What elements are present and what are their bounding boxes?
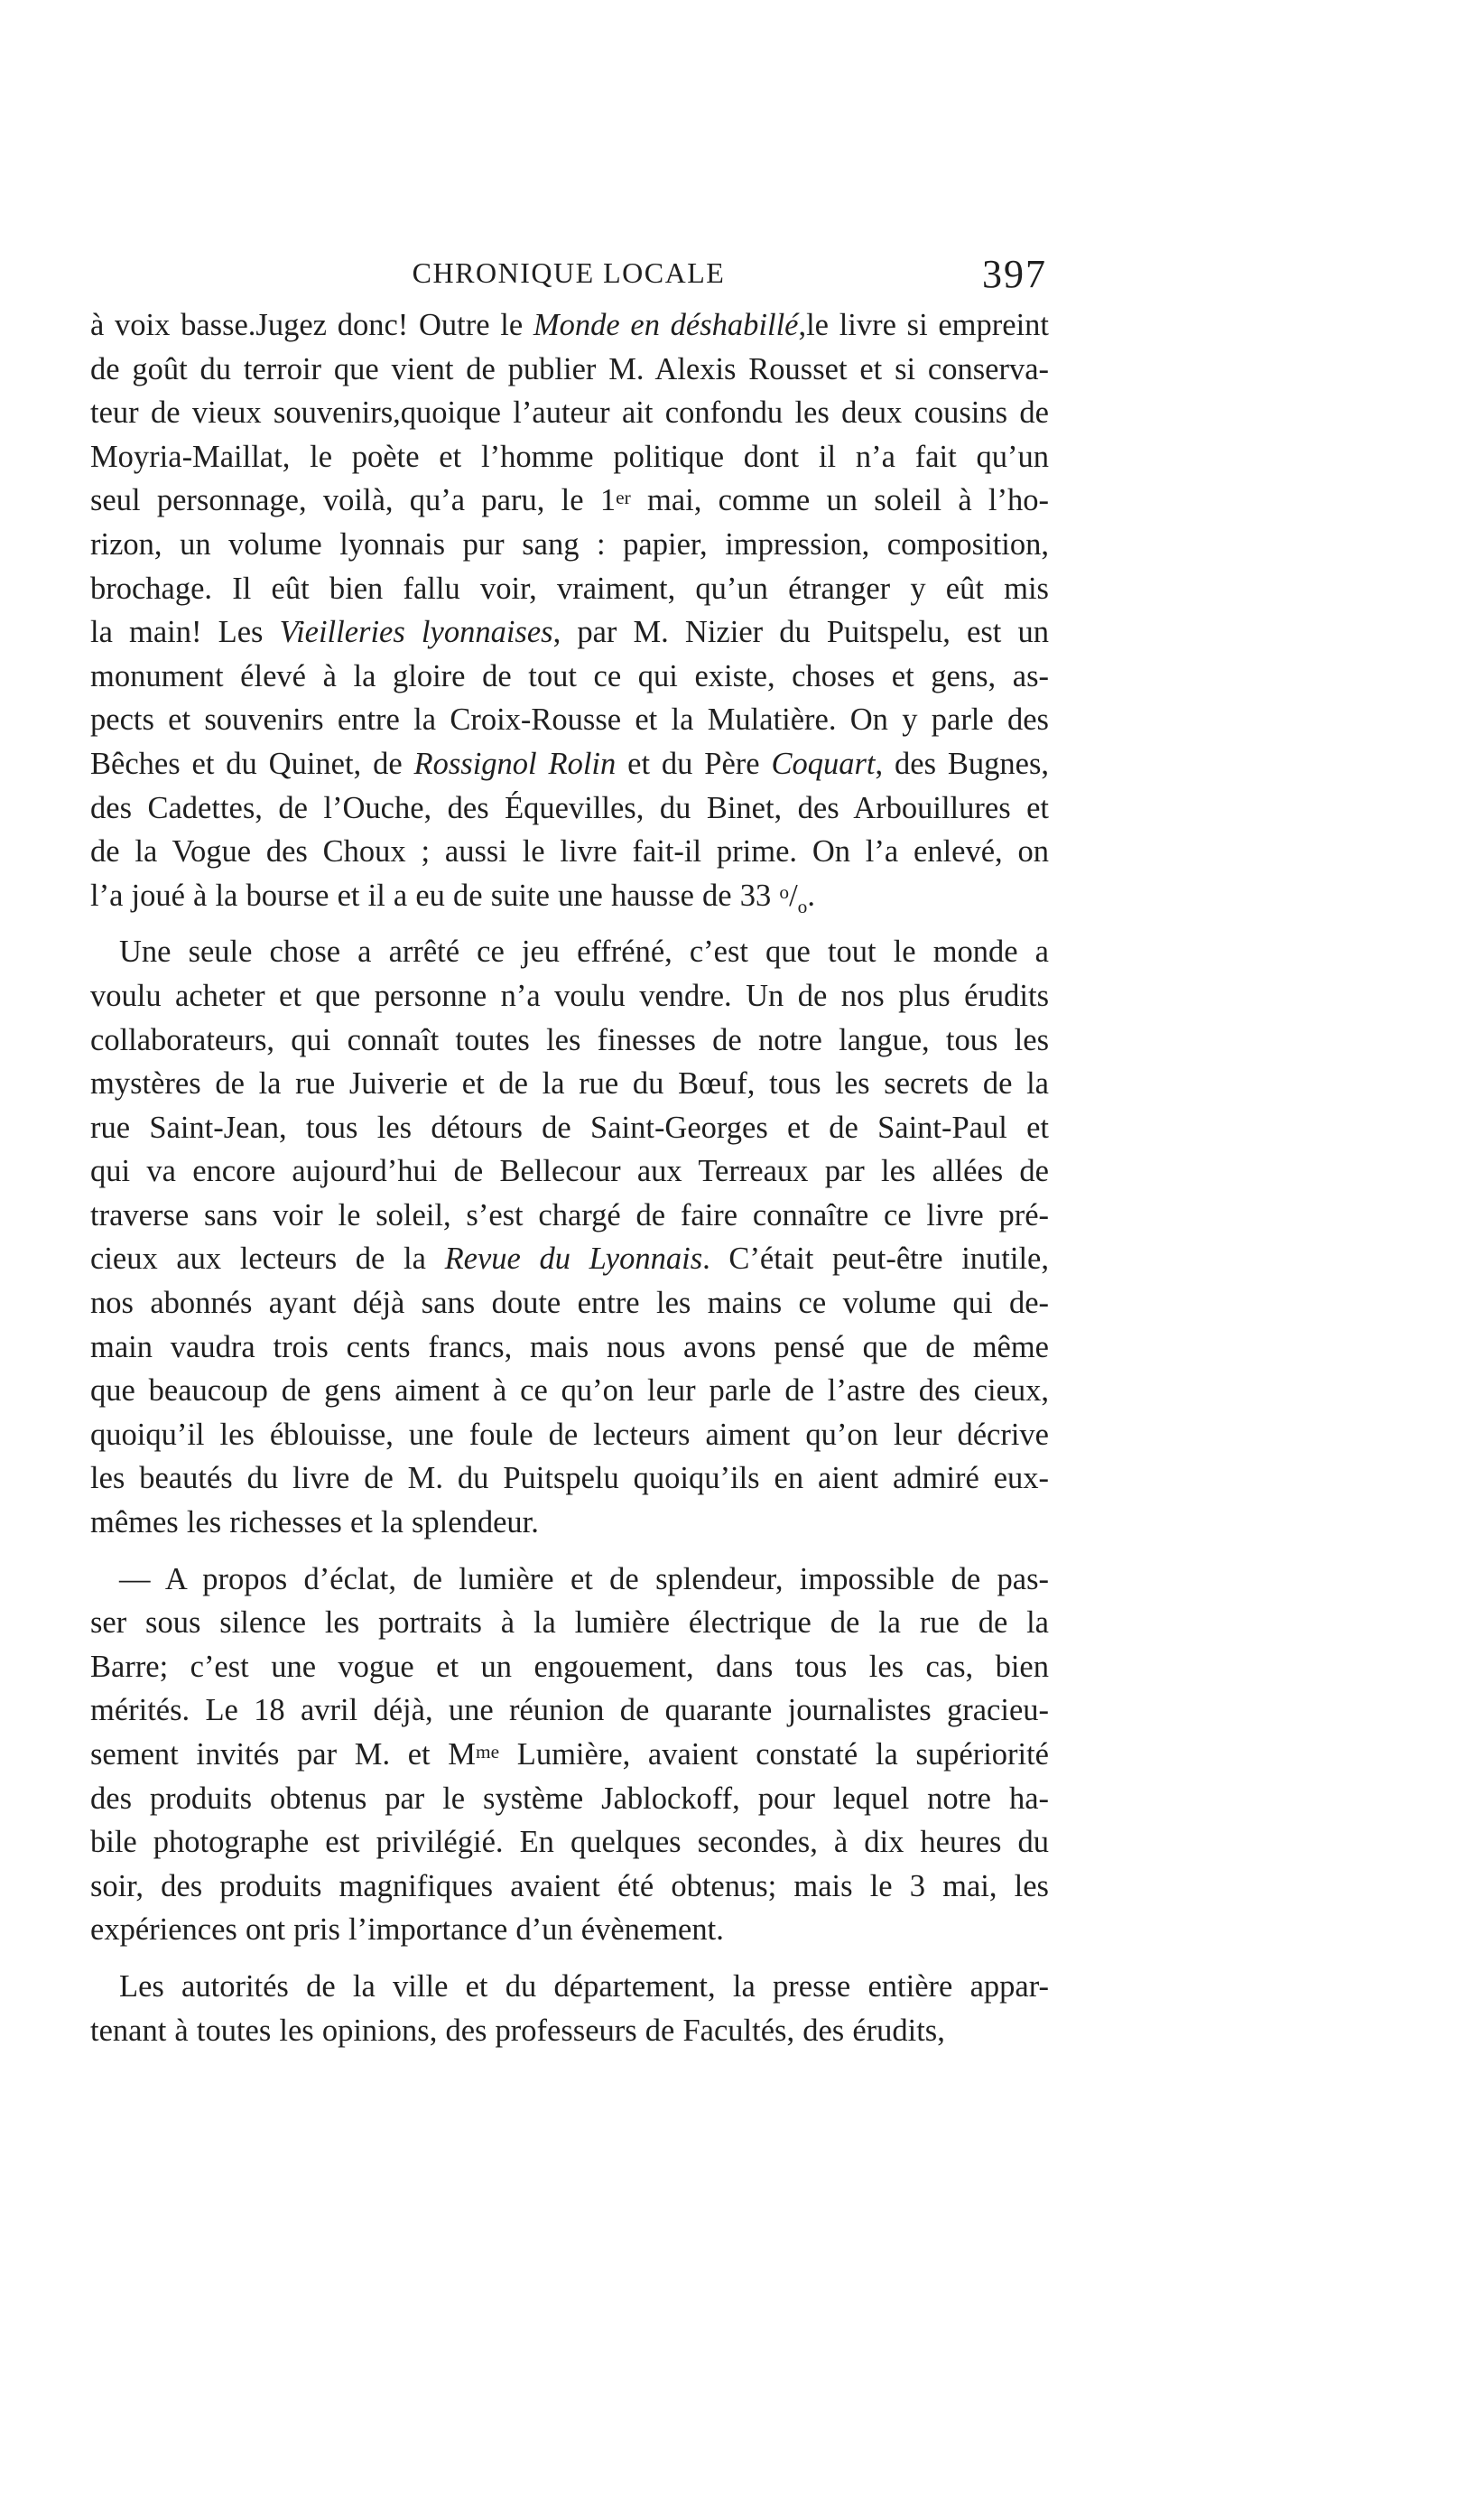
running-title: CHRONIQUE LOCALE: [412, 256, 726, 289]
text-line: ser sous silence les portraits à la lumière électrique de la rue de la: [90, 1605, 1049, 1641]
text-line: à voix basse.Jugez donc! Outre le Monde en déshabillé,le livre si empreint: [90, 308, 1049, 342]
text-line: Bêches et du Quinet, de Rossignol Rolin et du Père Coquart, des Bugnes,: [90, 746, 1050, 781]
text-line: pects et souvenirs entre la Croix-Rousse et la Mulatière. On y parle des: [90, 702, 1049, 738]
text-line: de goût du terroir que vient de publier M. Alexis Rousset et si conserva-: [90, 351, 1049, 386]
paragraph-p4: [90, 1965, 1049, 2052]
text-line: nos abonnés ayant déjà sans doute entre les mains ce volume qui de-: [90, 1286, 1049, 1321]
subscript: o: [797, 895, 808, 917]
text-line: mystères de la rue Juiverie et de la rue du Bœuf, tous les secrets de la: [90, 1066, 1049, 1102]
text-line: les beautés du livre de M. du Puitspelu quoiqu’ils en aient admiré eux-: [90, 1461, 1049, 1496]
text-line: soir, des produits magnifiques avaient été obtenus; mais le 3 mai, les: [90, 1868, 1049, 1903]
text-line: qui va encore aujourd’hui de Bellecour aux Terreaux par les allées de: [90, 1154, 1049, 1189]
text-line: Les autorités de la ville et du département, la presse entière appar-: [119, 1968, 1049, 2004]
text-line: monument élevé à la gloire de tout ce qui existe, choses et gens, as-: [90, 658, 1049, 693]
text-line: des produits obtenus par le système Jablockoff, pour lequel notre ha-: [90, 1781, 1049, 1816]
text-line: de la Vogue des Choux ; aussi le livre fait-il prime. On l’a enlevé, on: [90, 834, 1049, 870]
body-text: [90, 303, 1049, 2052]
superscript: o: [779, 881, 790, 904]
text-line: l’a joué à la bourse et il a eu de suite une hausse de 33 $^o/_o$.: [90, 878, 815, 917]
text-line: — A propos d’éclat, de lumière et de splendeur, impossible de pas-: [119, 1561, 1049, 1596]
text-line: main vaudra trois cents francs, mais nous avons pensé que de même: [90, 1329, 1049, 1364]
italic-title: Rossignol Rolin: [413, 746, 617, 781]
page-number: 397: [982, 252, 1047, 296]
text-line: teur de vieux souvenirs,quoique l’auteur ait confondu les deux cousins de: [90, 395, 1049, 431]
text-line: sement invités par M. et $M^{me}$ Lumière, avaient constaté la supériorité: [90, 1737, 1049, 1772]
text-line: voulu acheter et que personne n’a voulu vendre. Un de nos plus érudits: [90, 978, 1049, 1013]
text-line: des Cadettes, de l’Ouche, des Équevilles, du Binet, des Arbouillures et: [90, 790, 1049, 825]
text-line: cieux aux lecteurs de la Revue du Lyonnais. C’était peut-être inutile,: [90, 1242, 1049, 1277]
italic-title: Revue du Lyonnais: [444, 1242, 703, 1277]
text-line: mérités. Le 18 avril déjà, une réunion de quarante journalistes gracieu-: [90, 1693, 1049, 1728]
text-line: brochage. Il eût bien fallu voir, vraiment, qu’un étranger y eût mis: [90, 571, 1049, 606]
text-line: que beaucoup de gens aiment à ce qu’on leur parle de l’astre des cieux,: [90, 1373, 1049, 1409]
superscript: er: [616, 486, 631, 508]
italic-title: Vieilleries lyonnaises: [279, 615, 553, 650]
text-line: seul personnage, voilà, qu’a paru, le 1er mai, comme un soleil à l’ho-: [90, 483, 1049, 518]
italic-title: Monde en déshabillé: [533, 308, 799, 342]
text-line: quoiqu’il les éblouisse, une foule de lecteurs aiment qu’on leur décrive: [90, 1417, 1049, 1452]
text-line: tenant à toutes les opinions, des professeurs de Facultés, des érudits,: [90, 2013, 945, 2048]
text-line: expériences ont pris l’importance d’un évènement.: [90, 1912, 724, 1948]
paragraph-p1: [90, 303, 1049, 917]
running-head: [90, 251, 1047, 305]
text-line: Moyria-Maillat, le poète et l’homme politique dont il n’a fait qu’un: [90, 439, 1049, 474]
text-line: Une seule chose a arrêté ce jeu effréné, c’est que tout le monde a: [119, 935, 1049, 970]
text-line: bile photographe est privilégié. En quelques secondes, à dix heures du: [90, 1825, 1049, 1860]
text-line: la main! Les Vieilleries lyonnaises, par M. Nizier du Puitspelu, est un: [90, 615, 1050, 650]
text-line: mêmes les richesses et la splendeur.: [90, 1505, 539, 1540]
text-line: Barre; c’est une vogue et un engouement, dans tous les cas, bien: [90, 1649, 1049, 1684]
paragraph-p3: [90, 1558, 1049, 1952]
text-line: rue Saint-Jean, tous les détours de Saint-Georges et de Saint-Paul et: [90, 1110, 1049, 1145]
paragraph-p2: [90, 930, 1049, 1544]
superscript: me: [475, 1740, 500, 1763]
text-line: traverse sans voir le soleil, s’est chargé de faire connaître ce livre pré-: [90, 1197, 1049, 1232]
text-line: rizon, un volume lyonnais pur sang : papier, impression, composition,: [90, 526, 1049, 562]
text-line: collaborateurs, qui connaît toutes les finesses de notre langue, tous les: [90, 1022, 1049, 1057]
italic-title: Coquart: [771, 746, 876, 781]
